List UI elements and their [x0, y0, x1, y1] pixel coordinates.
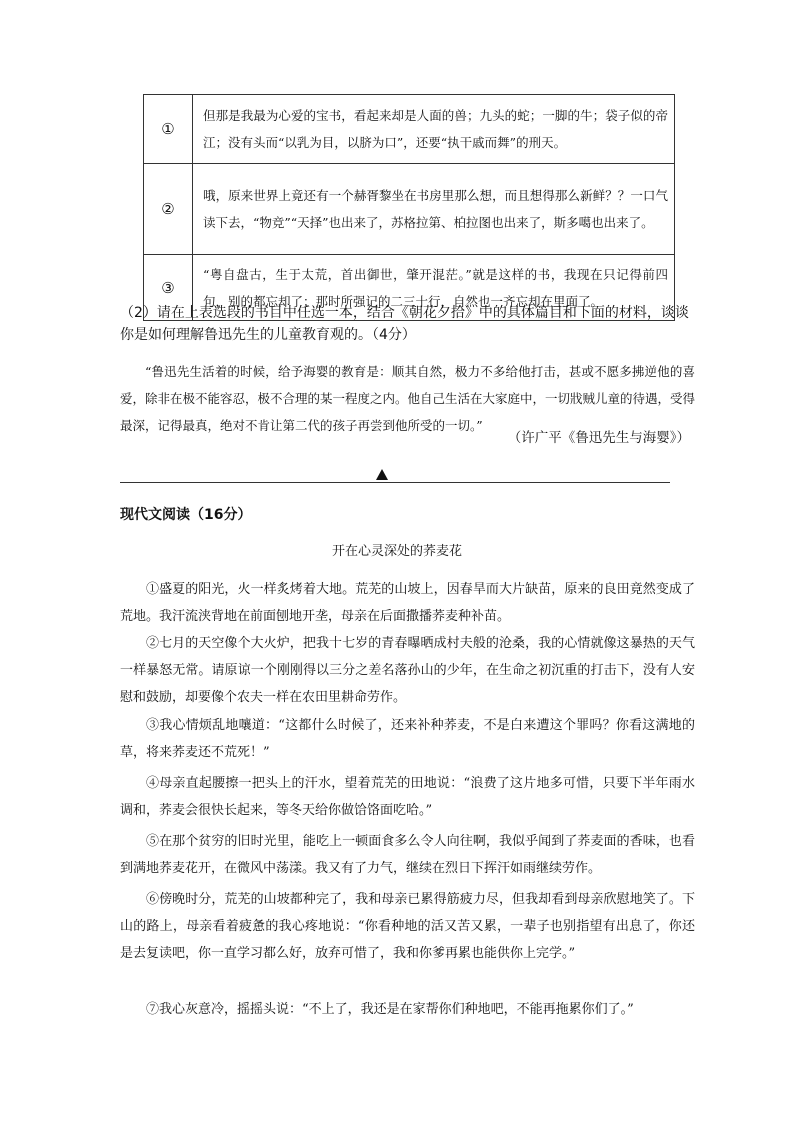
paragraph: ⑦我心灰意冷，摇摇头说：“不上了，我还是在家帮你们种地吧，不能再拖累你们了。”: [146, 1002, 634, 1017]
row-excerpt: 但那是我最为心爱的宝书，看起来却是人面的兽；九头的蛇；一脚的牛；袋子似的帝江；没有头而“以乳为目，以脐为口”，还要“执干戚而舞”的刑天。: [193, 95, 675, 164]
section-divider: [120, 482, 670, 483]
row-excerpt: “粤自盘古，生于太荒，首出御世，肇开混茫。”就是这样的书，我现在只记得前四句，别的都忘却了；那时所强记的二三十行，自然也一齐忘却在里面了。: [193, 255, 675, 321]
question-2: （2）请在上表选段的书目中任选一本，结合《朝花夕拾》中的具体篇目和下面的材料，谈谈你是如何理解鲁迅先生的儿童教育观的。（4分）: [120, 305, 689, 343]
paragraph: ①盛夏的阳光，火一样炙烤着大地。荒芜的山坡上，因春旱而大片缺苗，原来的良田竟然变成了荒地。我汗流浃背地在前面刨地开垄，母亲在后面撒播荞麦种补苗。: [120, 582, 695, 624]
material-quote: “鲁迅先生活着的时候，给予海婴的教育是：顺其自然，极力不多给他打击，甚或不愿多拂逆他的喜爱，除非在极不能容忍，极不合理的某一程度之内。他自己生活在大家庭中，一切戕贼儿童的待遇，受得最深，记得最真，绝对不肯让第二代的孩子再尝到他所受的一切。”: [120, 364, 696, 433]
triangle-icon: [376, 469, 388, 480]
row-number: ②: [144, 164, 193, 255]
row-number: ③: [144, 255, 193, 321]
row-excerpt: 哦，原来世界上竟还有一个赫胥黎坐在书房里那么想，而且想得那么新鲜？？一口气读下去，“物竞”“天择”也出来了，苏格拉第、柏拉图也出来了，斯多噶也出来了。: [193, 164, 675, 255]
paragraph: ⑤在那个贫穷的旧时光里，能吃上一顿面食多么令人向往啊，我似乎闻到了荞麦面的香味，也看到满地荞麦花开，在微风中荡漾。我又有了力气，继续在烈日下挥汗如雨继续劳作。: [120, 834, 695, 876]
article-title: 开在心灵深处的荞麦花: [331, 544, 462, 559]
row-number: ①: [144, 95, 193, 164]
paragraph: ⑥傍晚时分，荒芜的山坡都种完了，我和母亲已累得筋疲力尽，但我却看到母亲欣慰地笑了。下山的路上，母亲看着疲惫的我心疼地说：“你看种地的活又苦又累，一辈子也别指望有出息了，你还是去复读吧，你一直学习都么好，放弃可惜了，我和你爹再累也能供你上完学。”: [120, 892, 695, 961]
paragraph: ③我心情烦乱地嚷道：“这都什么时候了，还来补种荞麦，不是白来遭这个罪吗？你看这满地的草，将来荞麦还不荒死！”: [120, 718, 695, 760]
section-title: 现代文阅读（16分）: [120, 507, 252, 523]
book-excerpt-table: [143, 94, 675, 321]
quote-source: （许广平《鲁迅先生与海婴》）: [507, 430, 690, 446]
paragraph: ④母亲直起腰擦一把头上的汗水，望着荒芜的田地说：“浪费了这片地多可惜，只要下半年雨水调和，荞麦会很快长起来，等冬天给你做饸饹面吃哈。”: [120, 776, 695, 818]
table-row: [144, 164, 675, 255]
paragraph: ②七月的天空像个大火炉，把我十七岁的青春曝晒成村夫般的沧桑，我的心情就像这暴热的天气一样暴怒无常。请原谅一个刚刚得以三分之差名落孙山的少年，在生命之初沉重的打击下，没有人安慰和鼓励，却要像个农夫一样在农田里耕命劳作。: [120, 636, 695, 705]
table-row: [144, 95, 675, 164]
